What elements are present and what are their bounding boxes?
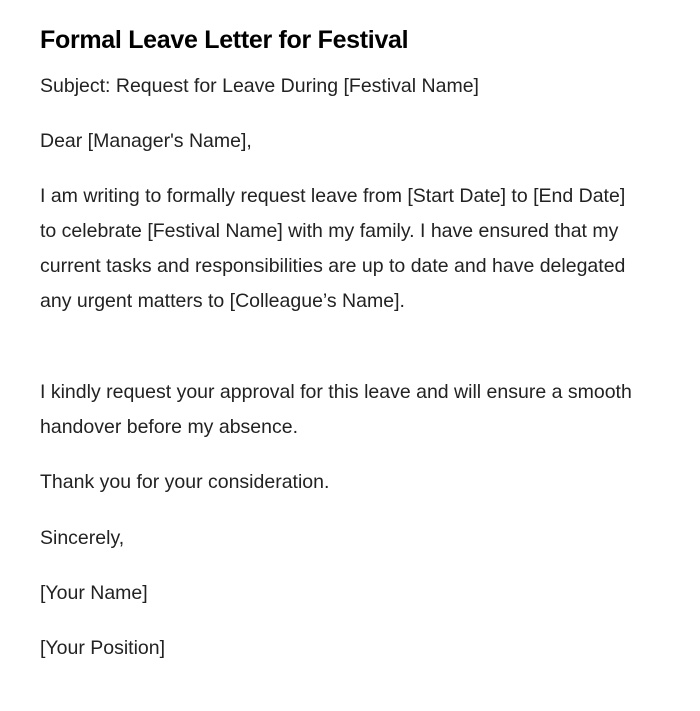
signature-position: [Your Position] [40,637,166,659]
letter-thanks: Thank you for your consideration. [40,471,330,493]
signature-name: [Your Name] [40,582,148,604]
letter-closing: Sincerely, [40,527,125,549]
letter-subject: Subject: Request for Leave During [Festival Name] [40,75,479,97]
letter-body-paragraph: I kindly request your approval for this leave and will ensure a smooth handover before my absence. [40,381,632,438]
letter-title: Formal Leave Letter for Festival [40,26,409,54]
letter-greeting: Dear [Manager's Name], [40,130,252,152]
letter-body-paragraph: I am writing to formally request leave from [Start Date] to [End Date] to celebrate [Festival Name] with my family. I have ensured that my current tasks and responsibilities are up to date and have delegated any urgent matters to [Colleague’s Name]. [40,185,626,312]
